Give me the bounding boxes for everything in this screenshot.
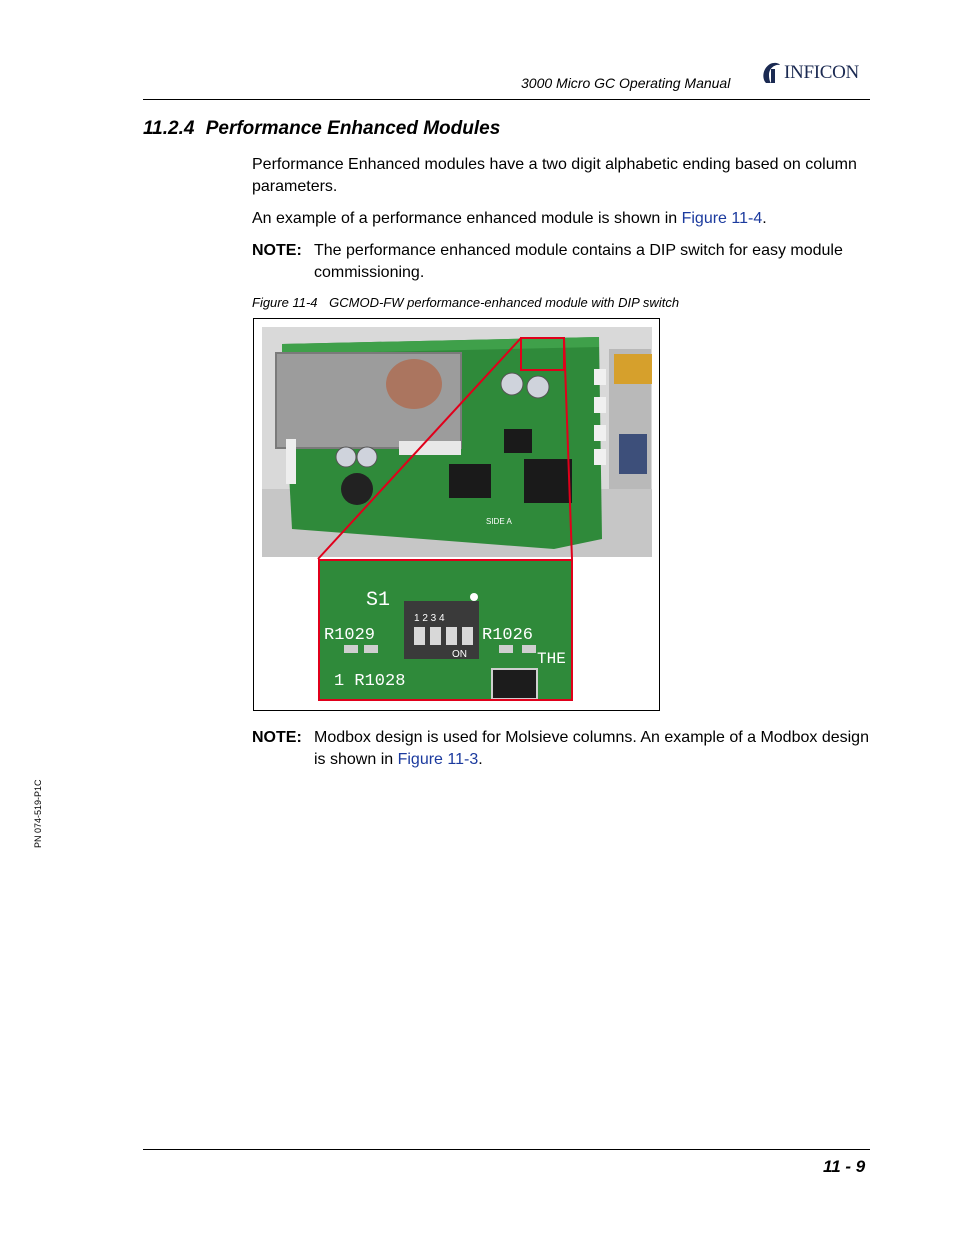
resistor-1 [344, 645, 358, 653]
label-the: THE [537, 650, 566, 668]
connector-header [492, 669, 537, 699]
header-rule [143, 99, 870, 100]
label-r1029: R1029 [324, 626, 376, 645]
connector-3 [594, 425, 606, 441]
note-2-body: Modbox design is used for Molsieve columns. An example of a Modbox design is shown in [314, 729, 869, 768]
resistor-2 [364, 645, 378, 653]
capacitor-1 [501, 373, 523, 395]
label-dip-on: ON [452, 649, 467, 660]
figure-caption-text: GCMOD-FW performance-enhanced module with DIP switch [329, 295, 680, 310]
figure-number: Figure 11-4 [252, 295, 318, 310]
page-number: 11 - 9 [823, 1157, 866, 1176]
section-number: 11.2.4 [143, 118, 195, 139]
connector-1 [594, 369, 606, 385]
left-connector [286, 439, 296, 484]
manual-title: 3000 Micro GC Operating Manual [521, 75, 731, 91]
capacitor-3 [336, 447, 356, 467]
section-heading [143, 118, 500, 140]
note-2 [252, 727, 872, 771]
paragraph-2-text: An example of a performance enhanced module is shown in [252, 210, 682, 227]
figure-frame [253, 318, 660, 711]
figure-11-4-link[interactable]: Figure 11-4 [681, 210, 763, 227]
ribbon-cable [614, 354, 652, 384]
dip-toggle-2 [430, 627, 441, 645]
sensor-tag [619, 434, 647, 474]
paragraph-2 [252, 208, 872, 230]
connector-4 [594, 449, 606, 465]
chip-1 [449, 464, 491, 498]
logo-text: INFICON [784, 62, 859, 83]
note-1-label: NOTE: [252, 242, 302, 259]
note-2-end: . [478, 751, 483, 768]
label-r1026: R1026 [482, 626, 534, 645]
paragraph-1: Performance Enhanced modules have a two digit alphabetic ending based on column parameters. [252, 156, 857, 195]
pin1-dot [470, 593, 478, 601]
note-2-text [314, 727, 872, 771]
connector-2 [594, 397, 606, 413]
dip-toggle-3 [446, 627, 457, 645]
resistor-3 [499, 645, 513, 653]
label-s1: S1 [366, 589, 391, 612]
pcb-photo [254, 319, 659, 710]
footer-rule [143, 1149, 870, 1150]
buzzer [341, 473, 373, 505]
section-title: Performance Enhanced Modules [205, 118, 501, 139]
inficon-logo [760, 60, 875, 86]
note-2-label: NOTE: [252, 729, 302, 746]
note-1-text: The performance enhanced module contains a DIP switch for easy module commissioning. [314, 242, 843, 281]
capacitor-2 [527, 376, 549, 398]
chip-3 [504, 429, 532, 453]
dip-toggle-1 [414, 627, 425, 645]
note-1 [252, 240, 872, 284]
figure-11-3-link[interactable]: Figure 11-3 [397, 751, 479, 768]
paragraph-2-end: . [762, 210, 767, 227]
shield-reflection [386, 359, 442, 409]
part-number: PN 074-519-P1C [33, 779, 43, 848]
figure-caption [252, 295, 679, 310]
label-dip-numbers: 1 2 3 4 [414, 613, 445, 624]
dip-toggle-4 [462, 627, 473, 645]
inficon-logo-icon [760, 61, 782, 85]
chip-2 [524, 459, 572, 503]
resistor-4 [522, 645, 536, 653]
capacitor-4 [357, 447, 377, 467]
label-r1028: 1 R1028 [334, 672, 406, 691]
barcode-label [399, 441, 461, 455]
label-side-a: SIDE A [486, 517, 512, 526]
